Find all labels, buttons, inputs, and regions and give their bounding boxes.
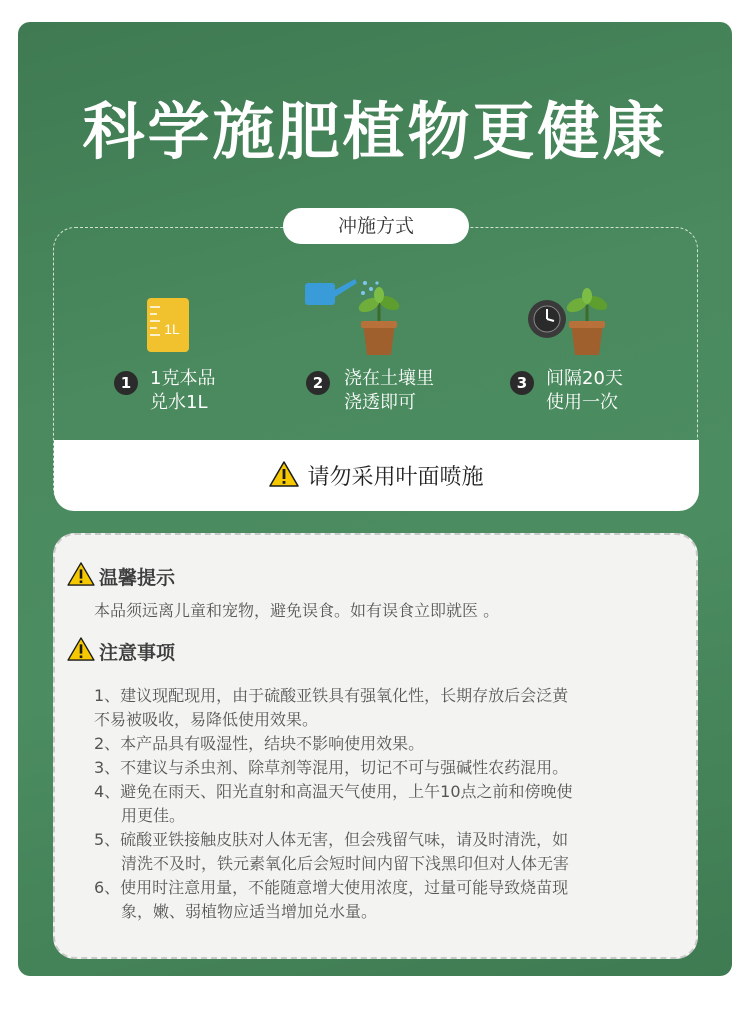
- cup-label: 1L: [164, 321, 180, 337]
- step-1-text: 1克本品 兑水1L: [150, 368, 216, 413]
- caution-heading: 注意事项: [67, 637, 175, 666]
- clock-plant-icon: [527, 287, 613, 361]
- note-line: 5、硫酸亚铁接触皮肤对人体无害，但会残留气味，请及时清洗，如: [94, 830, 569, 849]
- page-title: 科学施肥植物更健康: [82, 95, 668, 168]
- step-3-text: 间隔20天 使用一次: [546, 368, 623, 413]
- note-line: 3、不建议与杀虫剂、除草剂等混用，切记不可与强碱性农药混用。: [94, 758, 569, 777]
- warning-icon: [67, 637, 95, 666]
- note-line: 用更佳。: [121, 806, 186, 825]
- tip-text: 本品须远离儿童和宠物，避免误食。如有误食立即就医 。: [94, 601, 500, 620]
- watering-plant-icon: [303, 277, 413, 361]
- note-line: 6、使用时注意用量，不能随意增大使用浓度，过量可能导致烧苗现: [94, 878, 569, 897]
- note-line: 4、避免在雨天、阳光直射和高温天气使用，上午10点之前和傍晚使: [94, 782, 573, 801]
- step-2-text: 浇在土壤里 浇透即可: [344, 368, 434, 413]
- step-2-number: 2: [306, 371, 330, 395]
- note-line: 2、本产品具有吸湿性，结块不影响使用效果。: [94, 734, 425, 753]
- note-line: 象，嫩、弱植物应适当增加兑水量。: [121, 902, 378, 921]
- method-label: 冲施方式: [283, 208, 469, 244]
- note-line: 清洗不及时，铁元素氧化后会短时间内留下浅黑印但对人体无害: [121, 854, 570, 873]
- step-1-number: 1: [114, 371, 138, 395]
- warning-icon: [67, 562, 95, 591]
- note-line: 1、建议现配现用，由于硫酸亚铁具有强氧化性，长期存放后会泛黄: [94, 686, 569, 705]
- warning-icon: [269, 461, 299, 491]
- foliar-spray-warning: [54, 440, 699, 511]
- tip-heading: 温馨提示: [67, 562, 175, 591]
- warning-text: 请勿采用叶面喷施: [307, 465, 484, 490]
- note-line: 不易被吸收，易降低使用效果。: [94, 710, 319, 729]
- step-3-number: 3: [510, 371, 534, 395]
- measuring-cup-icon: [146, 297, 190, 357]
